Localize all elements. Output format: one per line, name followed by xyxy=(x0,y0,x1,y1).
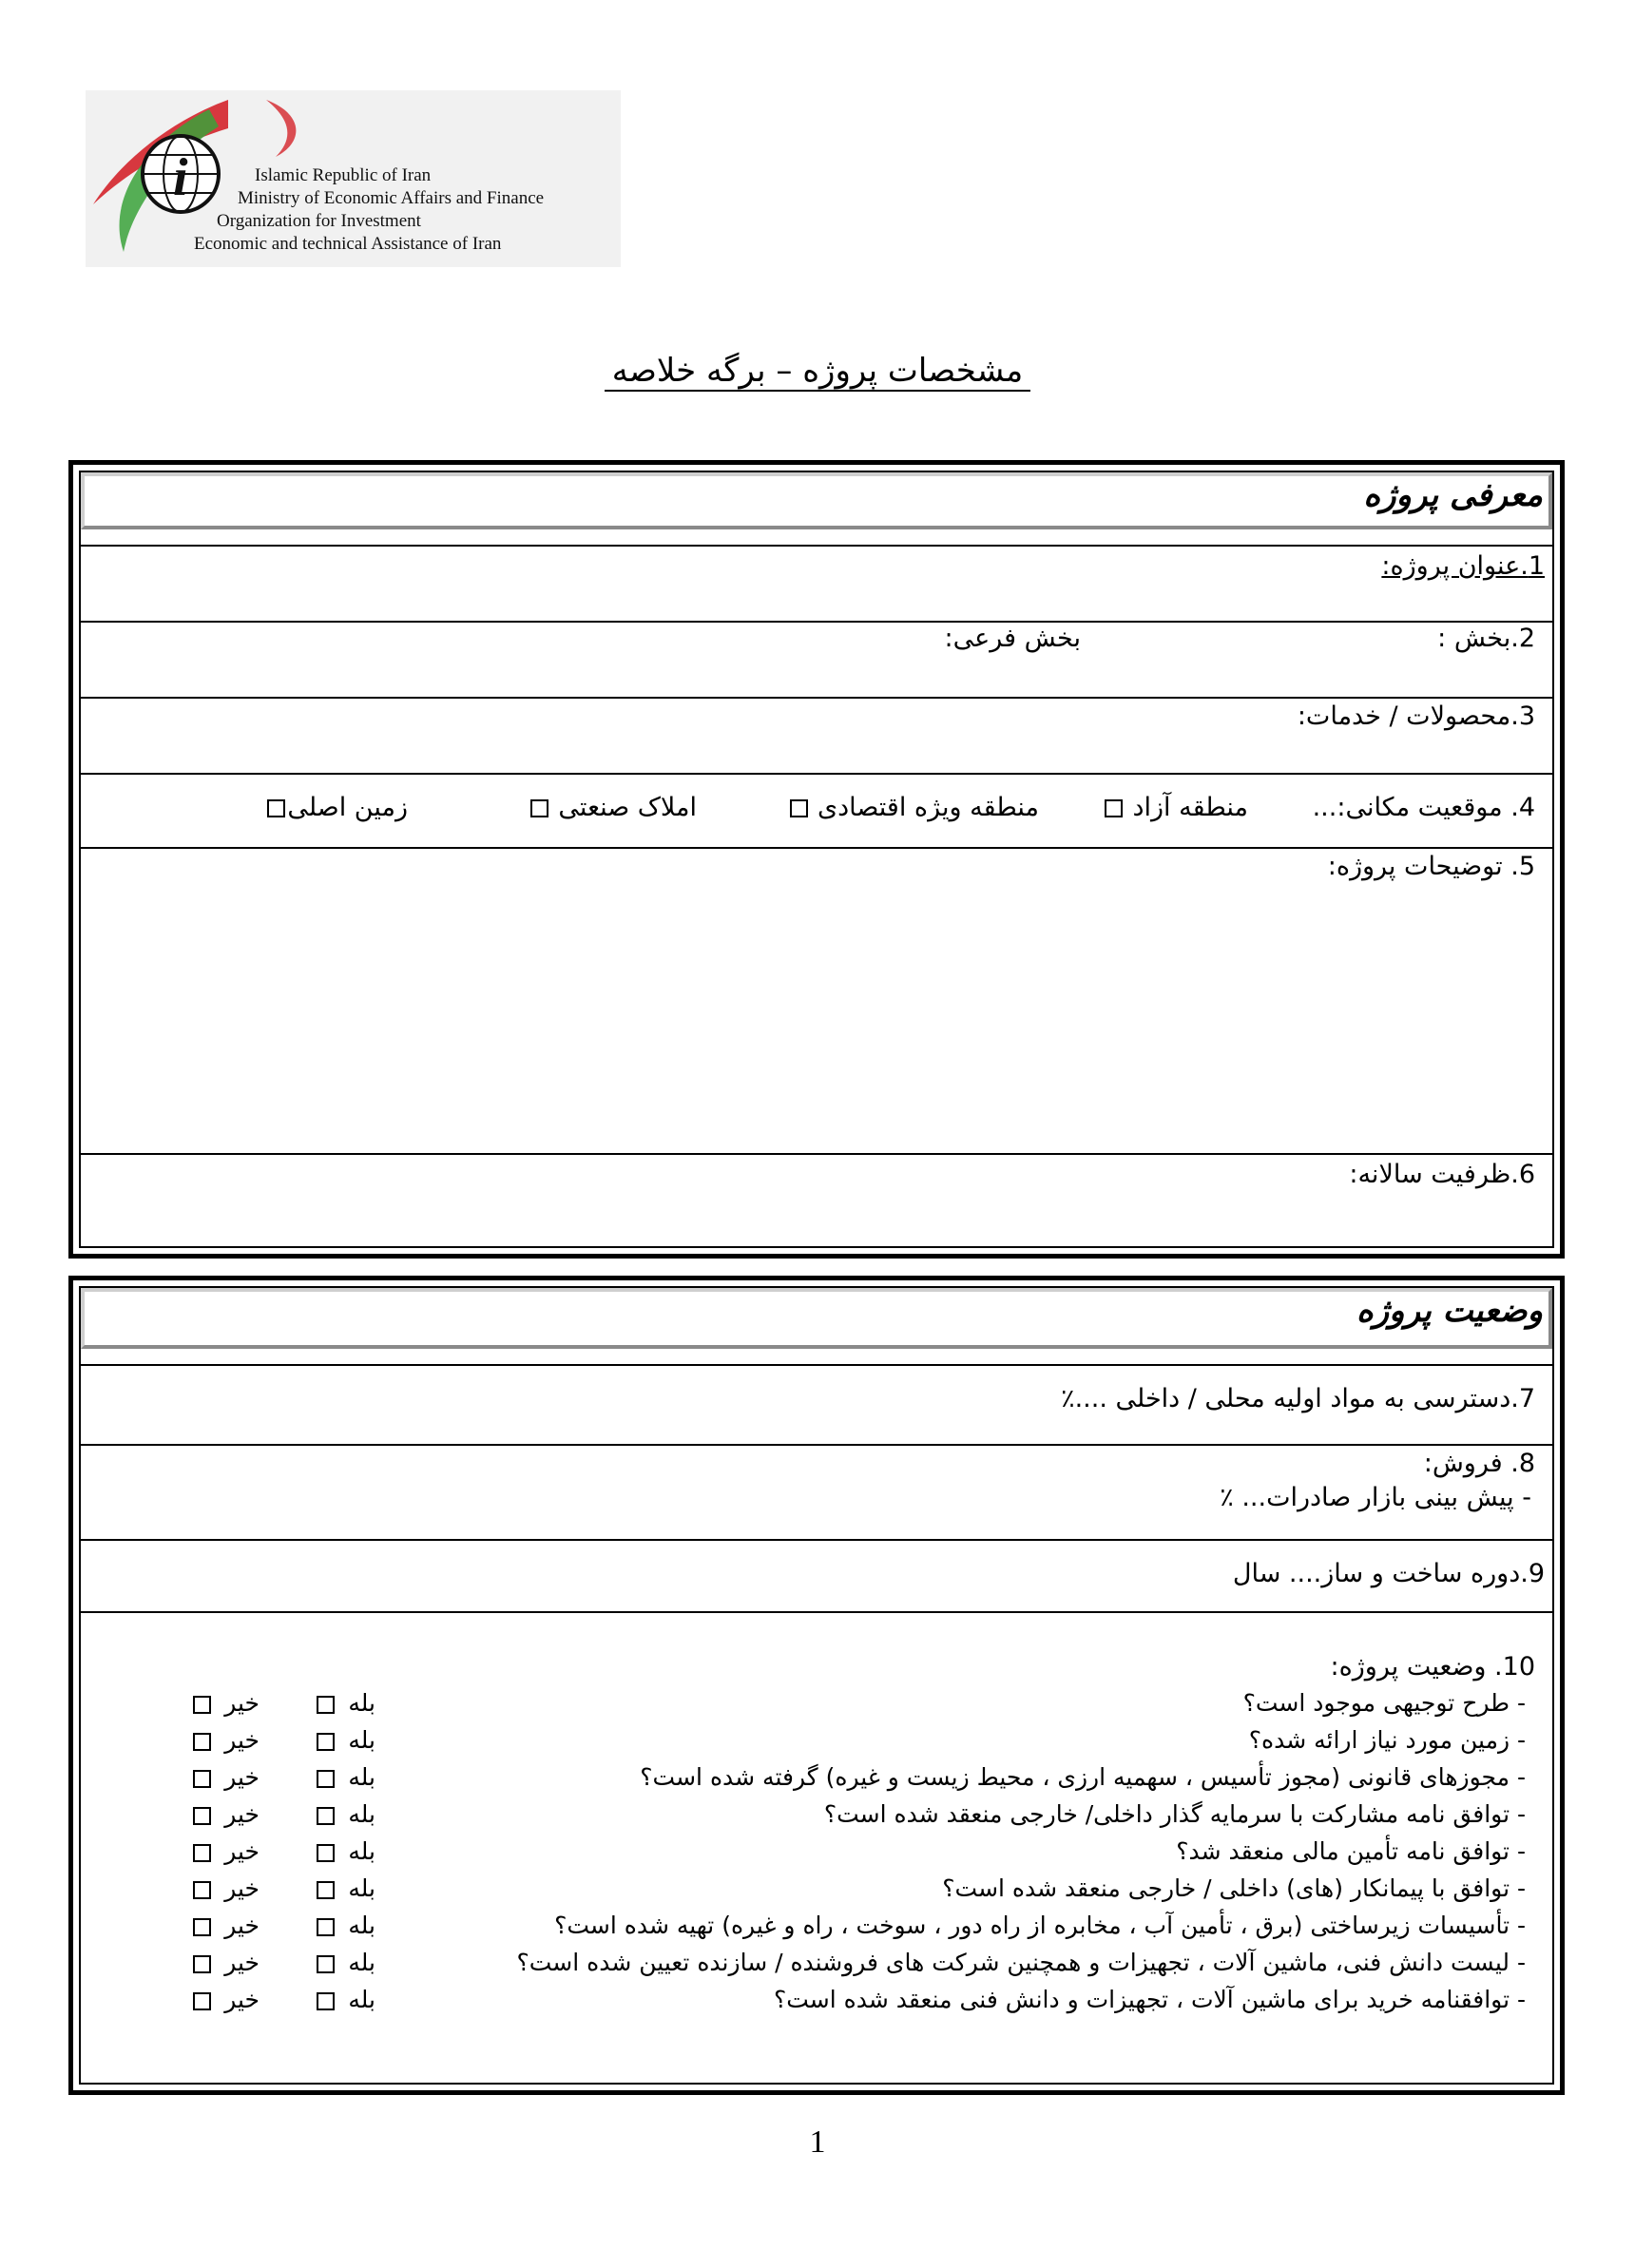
checkbox[interactable] xyxy=(317,1992,335,2010)
project-status-label: 10. وضعیت پروژه: xyxy=(1330,1652,1535,1682)
no-option[interactable] xyxy=(193,1726,260,1755)
no-option[interactable] xyxy=(193,1800,260,1829)
no-option[interactable] xyxy=(193,1949,260,1977)
section-heading-text: وضعیت پروژه xyxy=(1356,1292,1543,1330)
checkbox[interactable] xyxy=(1105,799,1123,817)
status-question: - توافق نامه تأمین مالی منعقد شد؟ xyxy=(1176,1837,1526,1865)
yes-option[interactable] xyxy=(317,1837,375,1866)
checkbox[interactable] xyxy=(790,799,808,817)
status-question: - توافق با پیمانکار (های) داخلی / خارجی منعقد شده است؟ xyxy=(942,1874,1526,1902)
checkbox[interactable] xyxy=(193,1696,211,1714)
no-label: خیر xyxy=(224,1726,260,1754)
checkbox[interactable] xyxy=(530,799,548,817)
yes-label: بله xyxy=(348,1837,375,1865)
project-title-row[interactable] xyxy=(81,545,1552,621)
no-label: خیر xyxy=(224,1949,260,1976)
annual-capacity-row[interactable] xyxy=(81,1153,1552,1258)
checkbox[interactable] xyxy=(317,1844,335,1862)
section-heading-text: معرفی پروژه xyxy=(1363,476,1543,514)
yes-option[interactable] xyxy=(317,1689,375,1718)
logo-line: Economic and technical Assistance of Iran xyxy=(194,234,502,254)
location-label: 4. موقعیت مکانی:... xyxy=(1312,793,1535,822)
yes-label: بله xyxy=(348,1874,375,1902)
option-label: زمین اصلی xyxy=(287,793,408,822)
construction-period-row[interactable] xyxy=(81,1539,1552,1611)
yes-option[interactable] xyxy=(317,1949,375,1977)
no-option[interactable] xyxy=(193,1874,260,1903)
annual-capacity-label: 6.ظرفیت سالانه: xyxy=(1349,1160,1535,1189)
products-row[interactable] xyxy=(81,697,1552,773)
document-title-text: مشخصات پروژه – برگه خلاصه xyxy=(605,352,1031,392)
yes-label: بله xyxy=(348,1763,375,1791)
section-heading xyxy=(81,472,1552,529)
no-label: خیر xyxy=(224,1986,260,2013)
no-option[interactable] xyxy=(193,1912,260,1940)
checkbox[interactable] xyxy=(193,1992,211,2010)
checkbox[interactable] xyxy=(317,1770,335,1788)
no-option[interactable] xyxy=(193,1837,260,1866)
section-heading xyxy=(81,1288,1552,1349)
raw-materials-row[interactable] xyxy=(81,1364,1552,1444)
subsector-label: بخش فرعی: xyxy=(944,624,1081,653)
no-label: خیر xyxy=(224,1837,260,1865)
no-label: خیر xyxy=(224,1874,260,1902)
logo-line: Islamic Republic of Iran xyxy=(255,165,432,185)
export-forecast-label: - پیش بینی بازار صادرات... ٪ xyxy=(1220,1483,1531,1512)
checkbox[interactable] xyxy=(193,1881,211,1899)
no-label: خیر xyxy=(224,1689,260,1717)
status-question: - زمین مورد نیاز ارائه شده؟ xyxy=(1248,1726,1526,1754)
checkbox[interactable] xyxy=(317,1807,335,1825)
checkbox[interactable] xyxy=(193,1918,211,1936)
status-question: - توافقنامه خرید برای ماشین آلات ، تجهیزات و دانش فنی منعقد شده است؟ xyxy=(773,1986,1526,2013)
project-status-row xyxy=(81,1611,1552,2083)
svg-text:i: i xyxy=(173,148,188,207)
no-label: خیر xyxy=(224,1912,260,1939)
location-option-special-economic-zone[interactable] xyxy=(786,792,1039,824)
location-option-free-zone[interactable] xyxy=(1101,792,1248,824)
yes-label: بله xyxy=(348,1949,375,1976)
construction-period-label: 9.دوره ساخت و ساز.... سال xyxy=(1232,1559,1545,1588)
checkbox[interactable] xyxy=(317,1918,335,1936)
project-status-section xyxy=(68,1276,1565,2095)
logo-line: Ministry of Economic Affairs and Finance xyxy=(238,188,545,208)
no-option[interactable] xyxy=(193,1763,260,1792)
option-label: املاک صنعتی xyxy=(558,793,697,822)
yes-option[interactable] xyxy=(317,1874,375,1903)
checkbox[interactable] xyxy=(317,1696,335,1714)
document-title xyxy=(0,350,1635,392)
checkbox[interactable] xyxy=(193,1770,211,1788)
location-row xyxy=(81,773,1552,847)
checkbox[interactable] xyxy=(193,1844,211,1862)
checkbox[interactable] xyxy=(317,1733,335,1751)
no-label: خیر xyxy=(224,1763,260,1791)
option-label: منطقه ویژه اقتصادی xyxy=(817,793,1039,822)
location-option-main-land[interactable] xyxy=(263,792,408,824)
option-label: منطقه آزاد xyxy=(1132,793,1248,822)
checkbox[interactable] xyxy=(193,1807,211,1825)
sector-label: 2.بخش : xyxy=(1437,624,1535,653)
sales-row[interactable] xyxy=(81,1444,1552,1539)
yes-label: بله xyxy=(348,1689,375,1717)
yes-option[interactable] xyxy=(317,1912,375,1940)
yes-label: بله xyxy=(348,1726,375,1754)
status-question: - مجوزهای قانونی (مجوز تأسیس ، سهمیه ارزی ، محیط زیست و غیره) گرفته شده است؟ xyxy=(640,1763,1526,1791)
status-question: - تأسیسات زیرساختی (برق ، تأمین آب ، مخابره از راه دور ، سوخت ، راه و غیره) تهیه شده است؟ xyxy=(554,1912,1526,1939)
raw-materials-label: 7.دسترسی به مواد اولیه محلی / داخلی ....٪ xyxy=(1061,1384,1535,1413)
project-introduction-section xyxy=(68,460,1565,1259)
status-question: - لیست دانش فنی، ماشین آلات ، تجهیزات و همچنین شرکت های فروشنده / سازنده تعیین شده است؟ xyxy=(516,1949,1526,1976)
no-option[interactable] xyxy=(193,1689,260,1718)
sales-label: 8. فروش: xyxy=(1423,1449,1535,1478)
yes-label: بله xyxy=(348,1912,375,1939)
yes-option[interactable] xyxy=(317,1726,375,1755)
yes-option[interactable] xyxy=(317,1986,375,2014)
yes-option[interactable] xyxy=(317,1800,375,1829)
yes-label: بله xyxy=(348,1986,375,2013)
page-number: 1 xyxy=(809,2124,826,2160)
yes-option[interactable] xyxy=(317,1763,375,1792)
status-question: - طرح توجیهی موجود است؟ xyxy=(1242,1689,1526,1717)
checkbox[interactable] xyxy=(193,1733,211,1751)
project-description-label: 5. توضیحات پروژه: xyxy=(1327,852,1535,881)
project-description-row[interactable] xyxy=(81,847,1552,1153)
location-option-industrial-estates[interactable] xyxy=(527,792,697,824)
status-question: - توافق نامه مشارکت با سرمایه گذار داخلی/ خارجی منعقد شده است؟ xyxy=(823,1800,1526,1828)
no-option[interactable] xyxy=(193,1986,260,2014)
products-label: 3.محصولات / خدمات: xyxy=(1297,702,1535,731)
checkbox[interactable] xyxy=(317,1955,335,1973)
project-title-label: 1.عنوان پروژه: xyxy=(1381,551,1545,581)
sector-row[interactable] xyxy=(81,621,1552,697)
checkbox[interactable] xyxy=(317,1881,335,1899)
checkbox[interactable] xyxy=(193,1955,211,1973)
organization-logo xyxy=(86,90,621,267)
checkbox[interactable] xyxy=(267,799,285,817)
no-label: خیر xyxy=(224,1800,260,1828)
yes-label: بله xyxy=(348,1800,375,1828)
logo-line: Organization for Investment xyxy=(217,211,421,231)
